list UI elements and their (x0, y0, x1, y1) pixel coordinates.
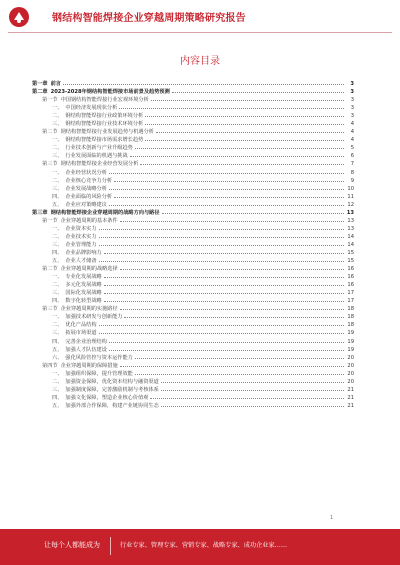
toc-entry-number: 第一节 (42, 97, 58, 104)
toc-entry-page: 7 (350, 161, 354, 168)
toc-entry-title: 企业发展战略分析 (65, 185, 107, 192)
toc-leader-dots (161, 378, 344, 383)
toc-entry[interactable] (32, 217, 354, 225)
toc-entry[interactable] (32, 88, 354, 96)
toc-entry-page: 20 (347, 362, 354, 369)
footer-banner (0, 529, 400, 565)
toc-entry-page: 19 (347, 330, 354, 337)
toc-entry-number: 三、 (52, 290, 63, 297)
toc-entry-title: 行业技术创新与产业升级趋势 (65, 145, 133, 152)
toc-leader-dots (114, 193, 344, 198)
toc-entry-title: 加强资金保障，优化资本结构与融资渠道 (65, 378, 159, 385)
toc-entry-page: 21 (347, 386, 354, 393)
toc-entry[interactable] (32, 394, 354, 402)
toc-leader-dots (120, 217, 344, 222)
toc-entry-page: 3 (350, 89, 354, 96)
toc-leader-dots (145, 136, 344, 141)
toc-leader-dots (63, 80, 344, 85)
toc-entry-number: 一、 (52, 314, 63, 321)
toc-entry-title: 企业穿越周期的保障措施 (60, 362, 118, 369)
toc-entry[interactable] (32, 346, 354, 354)
toc-entry-title: 加强人才队伍建设 (65, 346, 107, 353)
toc-entry-title: 国际化发展战略 (65, 290, 102, 297)
toc-leader-dots (135, 144, 344, 149)
toc-entry-title: 企业核心竞争力分析 (65, 177, 113, 184)
toc-entry-page: 21 (347, 394, 354, 401)
toc-entry-number: 二、 (52, 113, 63, 120)
toc-entry-page: 17 (347, 298, 354, 305)
toc-entry-page: 13 (346, 209, 354, 216)
toc-entry-number: 一、 (52, 169, 63, 176)
toc-leader-dots (109, 185, 344, 190)
toc-entry[interactable] (32, 96, 354, 104)
toc-leader-dots (135, 354, 344, 359)
toc-leader-dots (120, 362, 344, 367)
toc-entry-title: 中国经济发展现状分析 (65, 105, 118, 112)
toc-entry-number: 三、 (52, 153, 63, 160)
toc-entry-number: 二、 (52, 378, 63, 385)
toc-entry-page: 4 (350, 129, 354, 136)
toc-leader-dots (99, 329, 344, 334)
toc-entry[interactable] (32, 297, 354, 305)
toc-entry-number: 一、 (52, 225, 63, 232)
toc-entry[interactable] (32, 104, 354, 112)
toc-entry-number: 二、 (52, 145, 63, 152)
toc-entry-title: 企业穿越周期的基本条件 (60, 217, 118, 224)
toc-entry-page: 18 (347, 322, 354, 329)
toc-entry[interactable] (32, 209, 354, 217)
toc-entry-number: 二、 (52, 322, 63, 329)
toc-entry-number: 三、 (52, 121, 63, 128)
toc-entry[interactable] (32, 241, 354, 249)
toc-entry[interactable] (32, 185, 354, 193)
toc-leader-dots (99, 225, 344, 230)
toc-entry-number: 一、 (52, 105, 63, 112)
toc-entry-number: 第三节 (42, 161, 58, 168)
header-divider (8, 32, 392, 33)
toc-entry-number: 第二节 (42, 266, 58, 273)
toc-entry[interactable] (32, 120, 354, 128)
toc-entry-title: 企业穿越周期的实施路径 (60, 306, 118, 313)
toc-leader-dots (99, 321, 344, 326)
toc-entry-title: 企业技术实力 (65, 233, 97, 240)
toc-heading: 内容目录 (180, 56, 220, 67)
toc-entry-page: 3 (350, 97, 354, 104)
toc-entry-title: 加强外部合作保障，构建产业链协同生态 (65, 402, 159, 409)
toc-entry-page: 10 (347, 185, 354, 192)
toc-entry-number: 四、 (52, 249, 63, 256)
toc-leader-dots (150, 394, 344, 399)
toc-entry[interactable] (32, 265, 354, 273)
toc-entry-number: 一、 (52, 370, 63, 377)
toc-entry[interactable] (32, 338, 354, 346)
toc-leader-dots (156, 128, 344, 133)
toc-leader-dots (135, 370, 344, 375)
toc-entry-number: 三、 (52, 241, 63, 248)
toc-entry-page: 21 (347, 402, 354, 409)
document-title: 钢结构智能焊接企业穿越周期策略研究报告 (52, 13, 246, 24)
toc-leader-dots (124, 313, 344, 318)
toc-entry-title: 企业人才储备 (65, 258, 97, 265)
toc-entry-page: 11 (347, 193, 354, 200)
toc-entry[interactable] (32, 144, 354, 152)
toc-entry-title: 行业发展面临的机遇与挑战 (65, 153, 128, 160)
toc-entry-number: 第二章 (32, 89, 48, 96)
toc-entry-number: 五、 (52, 402, 63, 409)
table-of-contents (32, 80, 354, 410)
toc-entry-title: 企业经营状况分析 (65, 169, 107, 176)
toc-leader-dots (145, 112, 344, 117)
toc-entry-page: 5 (350, 145, 354, 152)
toc-entry-page: 15 (347, 258, 354, 265)
toc-entry-title: 钢结构智能焊接行业发展趋势与机遇分析 (60, 129, 154, 136)
toc-entry[interactable] (32, 354, 354, 362)
toc-entry-page: 6 (350, 153, 354, 160)
toc-entry[interactable] (32, 233, 354, 241)
toc-entry[interactable] (32, 169, 354, 177)
toc-entry[interactable] (32, 128, 354, 136)
toc-entry-title: 钢结构智能焊接企业穿越周期的战略方向与路径 (50, 209, 160, 216)
toc-leader-dots (104, 273, 344, 278)
toc-entry-title: 钢结构智能焊接行业技术环境分析 (65, 121, 144, 128)
toc-entry[interactable] (32, 321, 354, 329)
toc-entry-number: 第一节 (42, 217, 58, 224)
toc-entry-title: 优化产品结构 (65, 322, 97, 329)
toc-entry[interactable] (32, 313, 354, 321)
toc-entry-number: 五、 (52, 258, 63, 265)
toc-entry-number: 二、 (52, 233, 63, 240)
footer-divider (110, 537, 111, 555)
toc-entry-page: 15 (347, 249, 354, 256)
toc-entry[interactable] (32, 273, 354, 281)
toc-entry-page: 16 (347, 274, 354, 281)
toc-entry-title: 加强文化保障，塑造企业核心价值观 (65, 394, 149, 401)
toc-entry[interactable] (32, 305, 354, 313)
toc-entry-title: 加强组织保障，提升管理效能 (65, 370, 133, 377)
toc-entry[interactable] (32, 329, 354, 337)
toc-leader-dots (109, 346, 344, 351)
toc-leader-dots (161, 402, 344, 407)
toc-entry-number: 五、 (52, 201, 63, 208)
toc-entry-title: 中国钢结构智能焊接行业宏观环境分析 (60, 97, 149, 104)
toc-entry[interactable] (32, 136, 354, 144)
toc-entry-number: 第四节 (42, 362, 58, 369)
toc-entry[interactable] (32, 249, 354, 257)
toc-entry-page: 19 (347, 346, 354, 353)
toc-leader-dots (162, 209, 344, 214)
toc-entry-title: 前言 (50, 81, 61, 87)
toc-entry[interactable] (32, 370, 354, 378)
toc-entry-title: 加强技术研发与创新能力 (65, 314, 123, 321)
toc-entry-number: 五、 (52, 346, 63, 353)
toc-entry-number: 一、 (52, 274, 63, 281)
toc-entry-title: 企业品牌影响力 (65, 249, 102, 256)
footer-tagline: 行业专家、管理专家、营销专家、战略专家、成功企业家…… (120, 542, 288, 549)
toc-leader-dots (140, 160, 344, 165)
toc-entry-number: 第三节 (42, 306, 58, 313)
toc-entry-title: 企业应对策略建议 (65, 201, 107, 208)
toc-entry[interactable] (32, 386, 354, 394)
toc-leader-dots (130, 152, 344, 157)
toc-entry-number: 六、 (52, 354, 63, 361)
toc-entry-page: 18 (347, 314, 354, 321)
toc-entry-title: 完善企业治理结构 (65, 338, 107, 345)
toc-entry[interactable] (32, 152, 354, 160)
toc-entry-page: 4 (350, 137, 354, 144)
toc-leader-dots (172, 88, 344, 93)
toc-leader-dots (114, 177, 344, 182)
toc-leader-dots (99, 233, 344, 238)
toc-entry-page: 13 (347, 217, 354, 224)
toc-entry-page: 16 (347, 266, 354, 273)
toc-entry-number: 四、 (52, 394, 63, 401)
toc-entry-number: 第一章 (32, 81, 48, 87)
toc-entry-title: 多元化发展战略 (65, 282, 102, 289)
toc-entry[interactable] (32, 362, 354, 370)
toc-entry-title: 2023-2028年钢结构智能焊接市场前景及趋势预测 (50, 89, 170, 96)
toc-entry-title: 企业面临的风险分析 (65, 193, 113, 200)
toc-leader-dots (99, 241, 344, 246)
toc-entry[interactable] (32, 402, 354, 410)
toc-leader-dots (109, 201, 344, 206)
toc-entry-page: 9 (350, 177, 354, 184)
toc-entry[interactable] (32, 177, 354, 185)
toc-leader-dots (104, 289, 344, 294)
toc-leader-dots (120, 265, 344, 270)
footer-slogan: 让每个人都能成为 (44, 541, 100, 549)
toc-entry[interactable] (32, 201, 354, 209)
toc-entry[interactable] (32, 257, 354, 265)
toc-entry-number: 三、 (52, 330, 63, 337)
toc-leader-dots (104, 249, 344, 254)
toc-entry-page: 12 (347, 201, 354, 208)
toc-leader-dots (145, 120, 344, 125)
toc-entry-page: 13 (347, 225, 354, 232)
toc-entry-number: 四、 (52, 338, 63, 345)
toc-entry[interactable] (32, 281, 354, 289)
toc-entry-page: 18 (347, 306, 354, 313)
toc-entry[interactable] (32, 289, 354, 297)
toc-entry[interactable] (32, 112, 354, 120)
toc-entry-page: 14 (347, 241, 354, 248)
toc-leader-dots (104, 281, 344, 286)
toc-entry-title: 加强制度保障，完善激励机制与考核体系 (65, 386, 159, 393)
toc-leader-dots (104, 297, 344, 302)
toc-entry-page: 3 (350, 113, 354, 120)
toc-entry[interactable] (32, 378, 354, 386)
toc-entry-number: 三、 (52, 185, 63, 192)
toc-entry-number: 第二节 (42, 129, 58, 136)
toc-entry-title: 拓展市场渠道 (65, 330, 97, 337)
toc-entry[interactable] (32, 80, 354, 88)
toc-leader-dots (120, 305, 344, 310)
toc-entry-title: 企业资本实力 (65, 225, 97, 232)
toc-entry-number: 三、 (52, 386, 63, 393)
toc-entry-title: 钢结构智能焊接企业经营发展分析 (60, 161, 139, 168)
toc-entry-title: 数字化转型战略 (65, 298, 102, 305)
toc-leader-dots (119, 104, 344, 109)
toc-leader-dots (99, 257, 344, 262)
toc-entry-page: 19 (347, 338, 354, 345)
toc-entry-title: 强化风险管控与资本运作能力 (65, 354, 133, 361)
toc-leader-dots (109, 169, 344, 174)
toc-entry-page: 8 (350, 169, 354, 176)
toc-entry-number: 四、 (52, 193, 63, 200)
toc-entry-page: 3 (350, 81, 354, 87)
company-logo-icon (8, 6, 30, 28)
toc-entry-page: 17 (347, 290, 354, 297)
toc-entry-page: 20 (347, 370, 354, 377)
page-number: 1 (330, 515, 334, 521)
toc-entry[interactable] (32, 225, 354, 233)
toc-entry-number: 二、 (52, 177, 63, 184)
toc-entry-title: 钢结构智能焊接行业政策环境分析 (65, 113, 144, 120)
toc-entry-title: 专业化发展战略 (65, 274, 102, 281)
toc-entry-page: 14 (347, 233, 354, 240)
toc-leader-dots (161, 386, 344, 391)
toc-entry-title: 钢结构智能焊接市场需求增长趋势 (65, 137, 144, 144)
toc-entry-title: 企业穿越周期的战略选择 (60, 266, 118, 273)
toc-entry-page: 4 (350, 121, 354, 128)
toc-entry-number: 二、 (52, 282, 63, 289)
toc-entry-title: 企业管理能力 (65, 241, 97, 248)
toc-entry[interactable] (32, 160, 354, 168)
toc-entry-page: 16 (347, 282, 354, 289)
toc-entry-number: 四、 (52, 298, 63, 305)
toc-leader-dots (109, 338, 344, 343)
toc-entry-number: 一、 (52, 137, 63, 144)
toc-entry-page: 20 (347, 354, 354, 361)
toc-entry-number: 第三章 (32, 209, 48, 216)
toc-leader-dots (151, 96, 344, 101)
toc-entry-page: 3 (350, 105, 354, 112)
toc-entry[interactable] (32, 193, 354, 201)
report-header (0, 0, 400, 34)
toc-entry-page: 20 (347, 378, 354, 385)
